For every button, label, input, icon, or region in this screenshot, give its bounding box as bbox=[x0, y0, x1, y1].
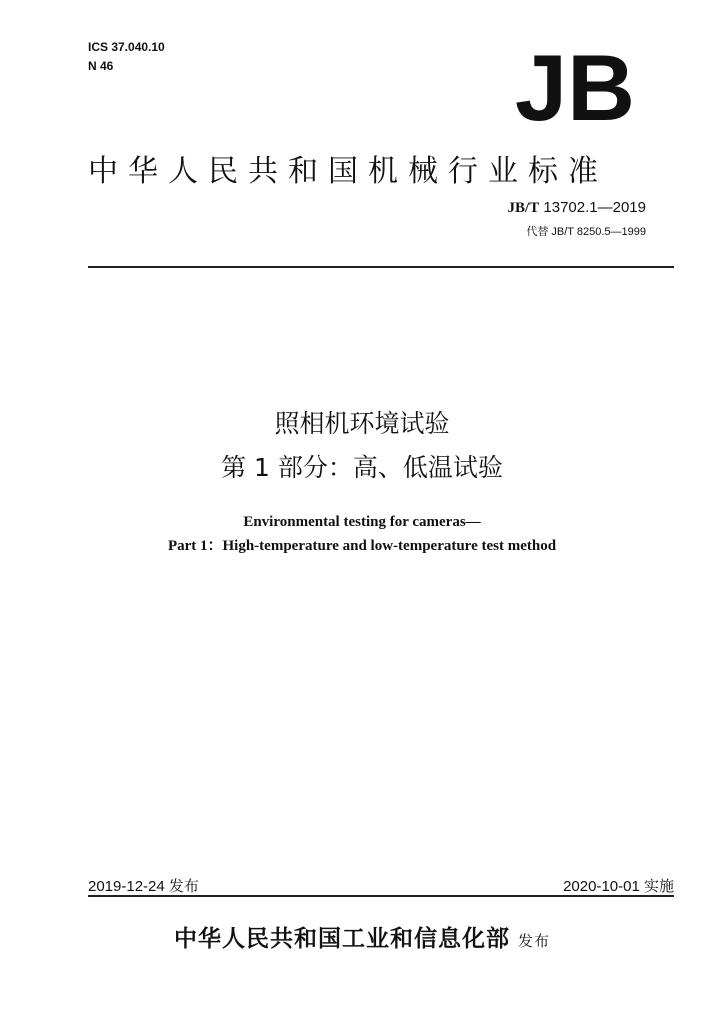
standard-number-value: 13702.1—2019 bbox=[539, 199, 646, 216]
publisher-suffix: 发布 bbox=[517, 932, 550, 950]
title-en-line1: Environmental testing for cameras— bbox=[243, 514, 481, 530]
title-en-line2: Part 1：High-temperature and low-temperature test method bbox=[167, 538, 557, 554]
ccs-code: N 46 bbox=[88, 59, 114, 73]
replaces-note: 代替 JB/T 8250.5—1999 bbox=[526, 226, 646, 238]
jb-logo-text: JB bbox=[514, 40, 636, 126]
title-zh-line1: 照相机环境试验 bbox=[274, 409, 450, 438]
standard-code: JB/T bbox=[507, 200, 540, 216]
jb-logo bbox=[505, 40, 645, 126]
standard-category-title: 中华人民共和国机械行业标准 bbox=[88, 154, 608, 189]
publisher-name: 中华人民共和国工业和信息化部 bbox=[173, 926, 510, 952]
implementation-date: 2020-10-01 实施 bbox=[563, 878, 674, 895]
bottom-divider bbox=[88, 895, 674, 897]
classification-codes bbox=[88, 38, 165, 76]
title-zh-line2: 第 1 部分：高、低温试验 bbox=[221, 453, 503, 482]
standard-number bbox=[508, 199, 646, 217]
issue-date: 2019-12-24 发布 bbox=[88, 878, 199, 895]
ics-code: ICS 37.040.10 bbox=[88, 40, 165, 54]
publisher bbox=[0, 920, 724, 953]
top-divider bbox=[88, 266, 674, 268]
